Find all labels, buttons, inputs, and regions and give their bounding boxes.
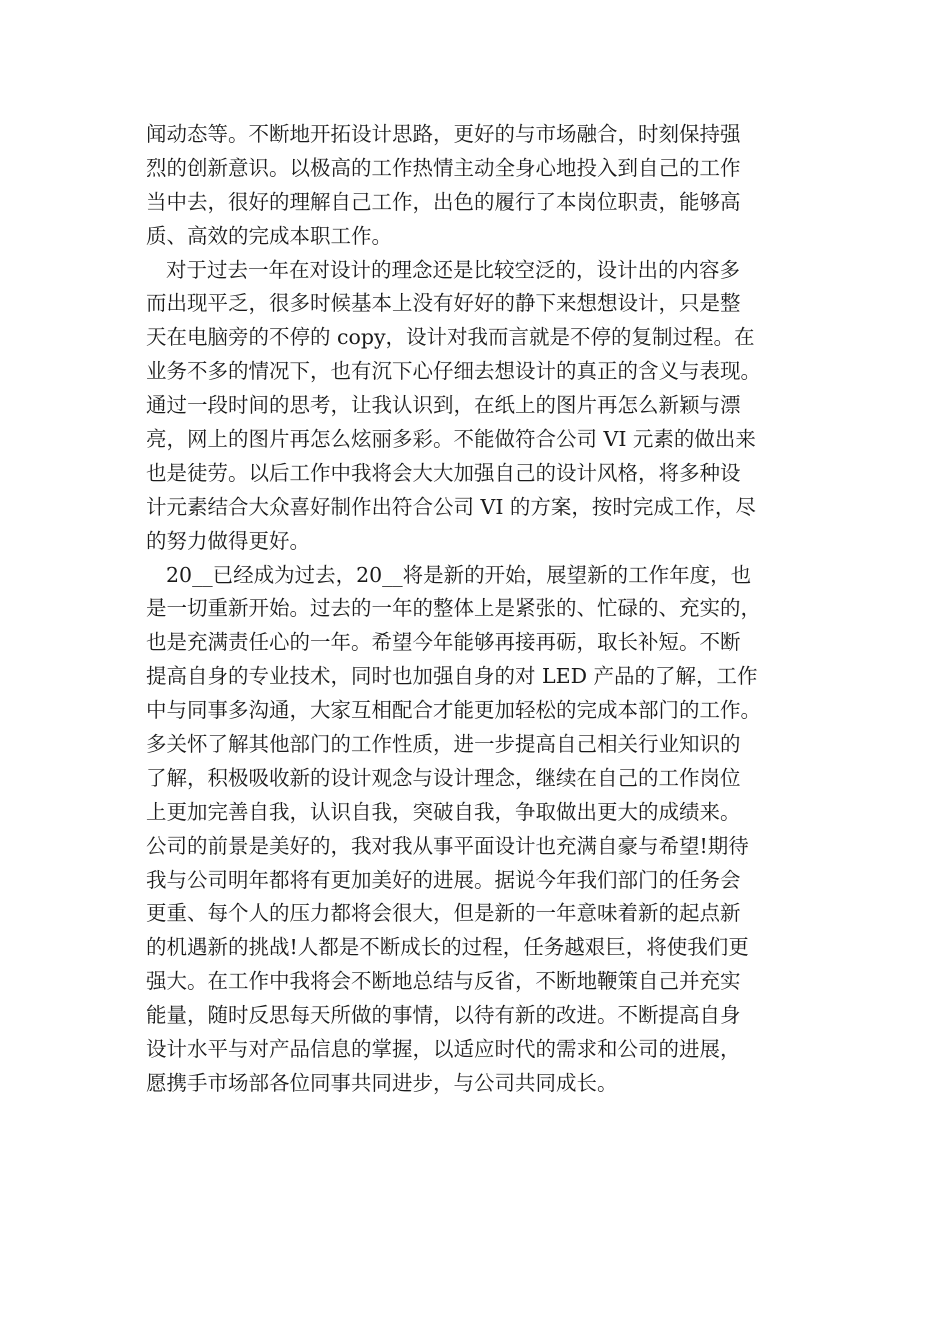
text-line: 天在电脑旁的不停的 copy，设计对我而言就是不停的复制过程。在: [146, 325, 755, 350]
text-line: 设计水平与对产品信息的掌握，以适应时代的需求和公司的进展，: [146, 1037, 741, 1062]
text-line: 公司的前景是美好的，我对我从事平面设计也充满自豪与希望!期待: [146, 833, 749, 858]
text-line: 提高自身的专业技术，同时也加强自身的对 LED 产品的了解，工作: [146, 664, 758, 689]
document-body: [146, 118, 816, 1101]
text-line: 强大。在工作中我将会不断地总结与反省，不断地鞭策自己并充实: [146, 969, 741, 994]
text-line: 计元素结合大众喜好制作出符合公司 VI 的方案，按时完成工作，尽: [146, 494, 756, 519]
text-line: 了解，积极吸收新的设计观念与设计理念，继续在自己的工作岗位: [146, 765, 741, 790]
text-line: 我与公司明年都将有更加美好的进展。据说今年我们部门的任务会: [146, 867, 741, 892]
text-line: 中与同事多沟通，大家互相配合才能更加轻松的完成本部门的工作。: [146, 698, 761, 723]
text-line: 烈的创新意识。以极高的工作热情主动全身心地投入到自己的工作: [146, 155, 741, 180]
text-line: 愿携手市场部各位同事共同进步，与公司共同成长。: [146, 1070, 618, 1095]
text-line: 也是徒劳。以后工作中我将会大大加强自己的设计风格，将多种设: [146, 460, 741, 485]
text-line: 闻动态等。不断地开拓设计思路，更好的与市场融合，时刻保持强: [146, 122, 741, 146]
text-line: 的努力做得更好。: [146, 528, 310, 553]
text-line: 业务不多的情况下，也有沉下心仔细去想设计的真正的含义与表现。: [146, 359, 761, 384]
text-line: 能量，随时反思每天所做的事情，以待有新的改进。不断提高自身: [146, 1003, 741, 1028]
text-line: 也是充满责任心的一年。希望今年能够再接再砺，取长补短。不断: [146, 630, 741, 655]
text-line: 而出现平乏，很多时候基本上没有好好的静下来想想设计，只是整: [146, 291, 741, 316]
text-line: 当中去，很好的理解自己工作，出色的履行了本岗位职责，能够高: [146, 189, 741, 214]
text-line: 质、高效的完成本职工作。: [146, 223, 392, 248]
text-line: 多关怀了解其他部门的工作性质，进一步提高自己相关行业知识的: [146, 732, 741, 757]
text-line: 更重、每个人的压力都将会很大，但是新的一年意味着新的起点新: [146, 901, 741, 926]
paragraph-start-line: 20__已经成为过去，20__将是新的开始，展望新的工作年度，也: [166, 562, 752, 587]
paragraph-start-line: 对于过去一年在对设计的理念还是比较空泛的，设计出的内容多: [166, 257, 740, 282]
text-line: 是一切重新开始。过去的一年的整体上是紧张的、忙碌的、充实的，: [146, 596, 761, 621]
text-line: 通过一段时间的思考，让我认识到，在纸上的图片再怎么新颖与漂: [146, 393, 741, 418]
text-line: 的机遇新的挑战!人都是不断成长的过程，任务越艰巨，将使我们更: [146, 935, 749, 960]
text-line: 亮，网上的图片再怎么炫丽多彩。不能做符合公司 VI 元素的做出来: [146, 427, 756, 452]
text-line: 上更加完善自我，认识自我，突破自我，争取做出更大的成绩来。: [146, 799, 741, 824]
